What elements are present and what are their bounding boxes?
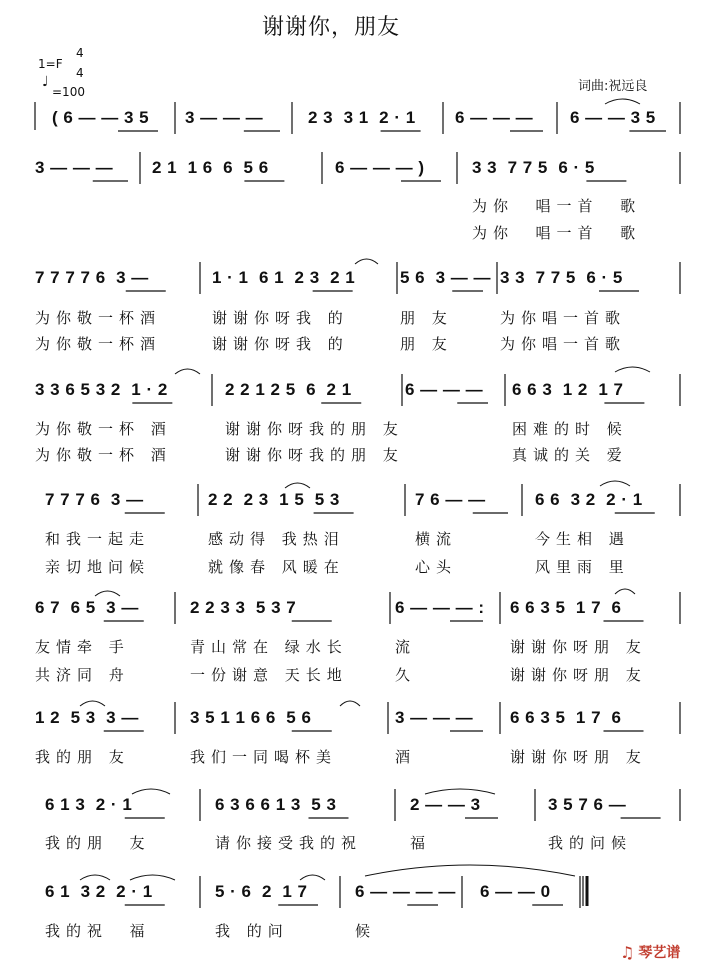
- site-logo: [620, 942, 680, 962]
- lyric-line: 我的朋 友: [45, 834, 151, 852]
- lyric-line: 为你 唱一首 歌: [472, 197, 642, 215]
- measure-notes: 2 1 1 6 6 5 6: [152, 158, 269, 177]
- measure-notes: 2 — — 3: [410, 795, 481, 814]
- slur-mark: [355, 259, 378, 264]
- lyric-line: 谢谢你呀我 的: [212, 335, 349, 353]
- song-title: 谢谢你，朋友: [262, 15, 401, 40]
- measure-notes: 2 2 3 3 5 3 7: [190, 598, 297, 617]
- music-note-logo-icon: ♫: [620, 942, 635, 962]
- measure-notes: 3 3 6 5 3 2 1 · 2: [35, 380, 168, 399]
- lyric-line: 我的祝 福: [45, 922, 151, 940]
- measure-notes: 6 1 3 2 · 1: [45, 795, 133, 814]
- measure-notes: 1 2 5 3 3 —: [35, 708, 139, 727]
- measure-notes: 5 6 3 — —: [400, 268, 491, 287]
- slur-mark: [340, 701, 360, 706]
- measure-notes: 1 · 1 6 1 2 3 2 1: [212, 268, 356, 287]
- lyric-line: 友情牵 手: [35, 638, 130, 656]
- lyric-line: 谢谢你呀朋 友: [510, 666, 647, 684]
- quarter-note-icon: ♩: [42, 74, 49, 90]
- lyric-line: 我的朋 友: [35, 748, 130, 766]
- measure-notes: 6 6 3 2 2 · 1: [535, 490, 643, 509]
- slur-mark: [600, 481, 630, 486]
- lyric-line: 为你敬一杯酒: [35, 309, 162, 327]
- slur-mark: [425, 789, 495, 794]
- measure-notes: 6 — — —: [455, 108, 534, 127]
- lyric-line: 谢谢你呀我 的: [212, 309, 349, 327]
- slur-mark: [80, 875, 110, 880]
- slur-mark: [95, 591, 120, 596]
- lyric-line: 心头: [415, 558, 458, 576]
- measure-notes: 3 5 1 1 6 6 5 6: [190, 708, 312, 727]
- measure-notes: 2 3 3 1 2 · 1: [308, 108, 416, 127]
- slur-mark: [175, 369, 200, 374]
- measure-notes: 6 — — — ): [335, 158, 425, 177]
- measure-notes: 7 6 — —: [415, 490, 486, 509]
- lyric-line: 我们一同喝杯美: [190, 748, 338, 766]
- measure-notes: 6 1 3 2 2 · 1: [45, 882, 153, 901]
- slur-mark: [365, 865, 575, 876]
- lyric-line: 为你唱一首歌: [500, 309, 627, 327]
- slur-mark: [615, 589, 635, 594]
- lyric-line: 感动得 我热泪: [208, 530, 345, 548]
- measure-notes: 2 2 2 3 1 5 5 3: [208, 490, 340, 509]
- lyric-line: 和我一起走: [45, 530, 151, 548]
- measure-notes: 3 3 7 7 5 6 · 5: [500, 268, 623, 287]
- lyric-line: 我 的问: [215, 922, 289, 940]
- lyric-line: 候: [355, 922, 377, 940]
- measure-notes: 6 6 3 5 1 7 6: [510, 708, 622, 727]
- measure-notes: 2 2 1 2 5 6 2 1: [225, 380, 352, 399]
- measure-notes: 7 7 7 6 3 —: [45, 490, 144, 509]
- measure-notes: 3 5 7 6 —: [548, 795, 627, 814]
- lyric-line: 为你敬一杯 酒: [35, 446, 172, 464]
- slur-mark: [615, 367, 650, 372]
- measure-notes: 6 — — 3 5: [570, 108, 656, 127]
- lyric-line: 亲切地问候: [45, 558, 151, 576]
- lyric-line: 为你敬一杯 酒: [35, 420, 172, 438]
- lyric-line: 我的问候: [548, 834, 633, 852]
- lyric-line: 为你 唱一首 歌: [472, 224, 642, 242]
- measure-notes: 6 6 3 1 2 1 7: [512, 380, 624, 399]
- lyric-line: 谢谢你呀朋 友: [510, 638, 647, 656]
- lyric-line: 谢谢你呀朋 友: [510, 748, 647, 766]
- logo-text: 琴艺谱: [638, 945, 681, 961]
- measure-notes: 5 · 6 2 1 7: [215, 882, 308, 901]
- lyric-line: 为你唱一首歌: [500, 335, 627, 353]
- measure-notes: 6 — — — —: [355, 882, 456, 901]
- measure-notes: 7 7 7 7 6 3 —: [35, 268, 149, 287]
- lyric-line: 真诚的关 爱: [512, 446, 628, 464]
- slur-mark: [300, 875, 325, 880]
- tempo: =100: [52, 85, 85, 99]
- lyric-line: 流: [395, 638, 417, 656]
- measure-notes: 6 — — — :: [395, 598, 485, 617]
- lyric-line: 今生相 遇: [535, 530, 630, 548]
- lyric-line: 就像春 风暖在: [208, 558, 345, 576]
- lyric-line: 谢谢你呀我的朋 友: [225, 420, 404, 438]
- lyric-line: 酒: [395, 748, 417, 766]
- lyric-line: 横流: [415, 530, 458, 548]
- measure-notes: 3 — — —: [395, 708, 474, 727]
- measure-notes: 6 3 6 6 1 3 5 3: [215, 795, 337, 814]
- measure-notes: 6 6 3 5 1 7 6: [510, 598, 622, 617]
- time-signature-top: 4: [76, 46, 84, 60]
- measure-notes: 6 7 6 5 3 —: [35, 598, 139, 617]
- lyric-line: 久: [395, 666, 417, 684]
- measure-notes: 6 — — 0: [480, 882, 551, 901]
- measure-notes: 3 — — —: [35, 158, 114, 177]
- lyric-line: 为你敬一杯酒: [35, 335, 162, 353]
- slur-mark: [80, 701, 105, 706]
- measure-notes: ( 6 — — 3 5: [52, 108, 150, 127]
- key-signature: 1=F: [38, 57, 63, 71]
- measure-notes: 3 — — —: [185, 108, 264, 127]
- slur-mark: [132, 789, 170, 794]
- lyric-line: 谢谢你呀我的朋 友: [225, 446, 404, 464]
- composer-credit: 词曲:祝远良: [578, 79, 648, 94]
- lyric-line: 一份谢意 天长地: [190, 666, 348, 684]
- lyric-line: 共济同 舟: [35, 666, 130, 684]
- lyric-line: 风里雨 里: [535, 558, 630, 576]
- time-signature-bottom: 4: [76, 66, 84, 80]
- lyric-line: 青山常在 绿水长: [190, 638, 348, 656]
- slur-mark: [605, 99, 640, 104]
- lyric-line: 请你接受我的祝: [215, 834, 363, 852]
- slur-mark: [130, 875, 175, 880]
- measure-notes: 6 — — —: [405, 380, 484, 399]
- slur-mark: [285, 483, 310, 488]
- lyric-line: 朋 友: [400, 309, 453, 327]
- lyric-line: 朋 友: [400, 335, 453, 353]
- lyric-line: 困难的时 候: [512, 420, 628, 438]
- measure-notes: 3 3 7 7 5 6 · 5: [472, 158, 595, 177]
- lyric-line: 福: [410, 834, 432, 852]
